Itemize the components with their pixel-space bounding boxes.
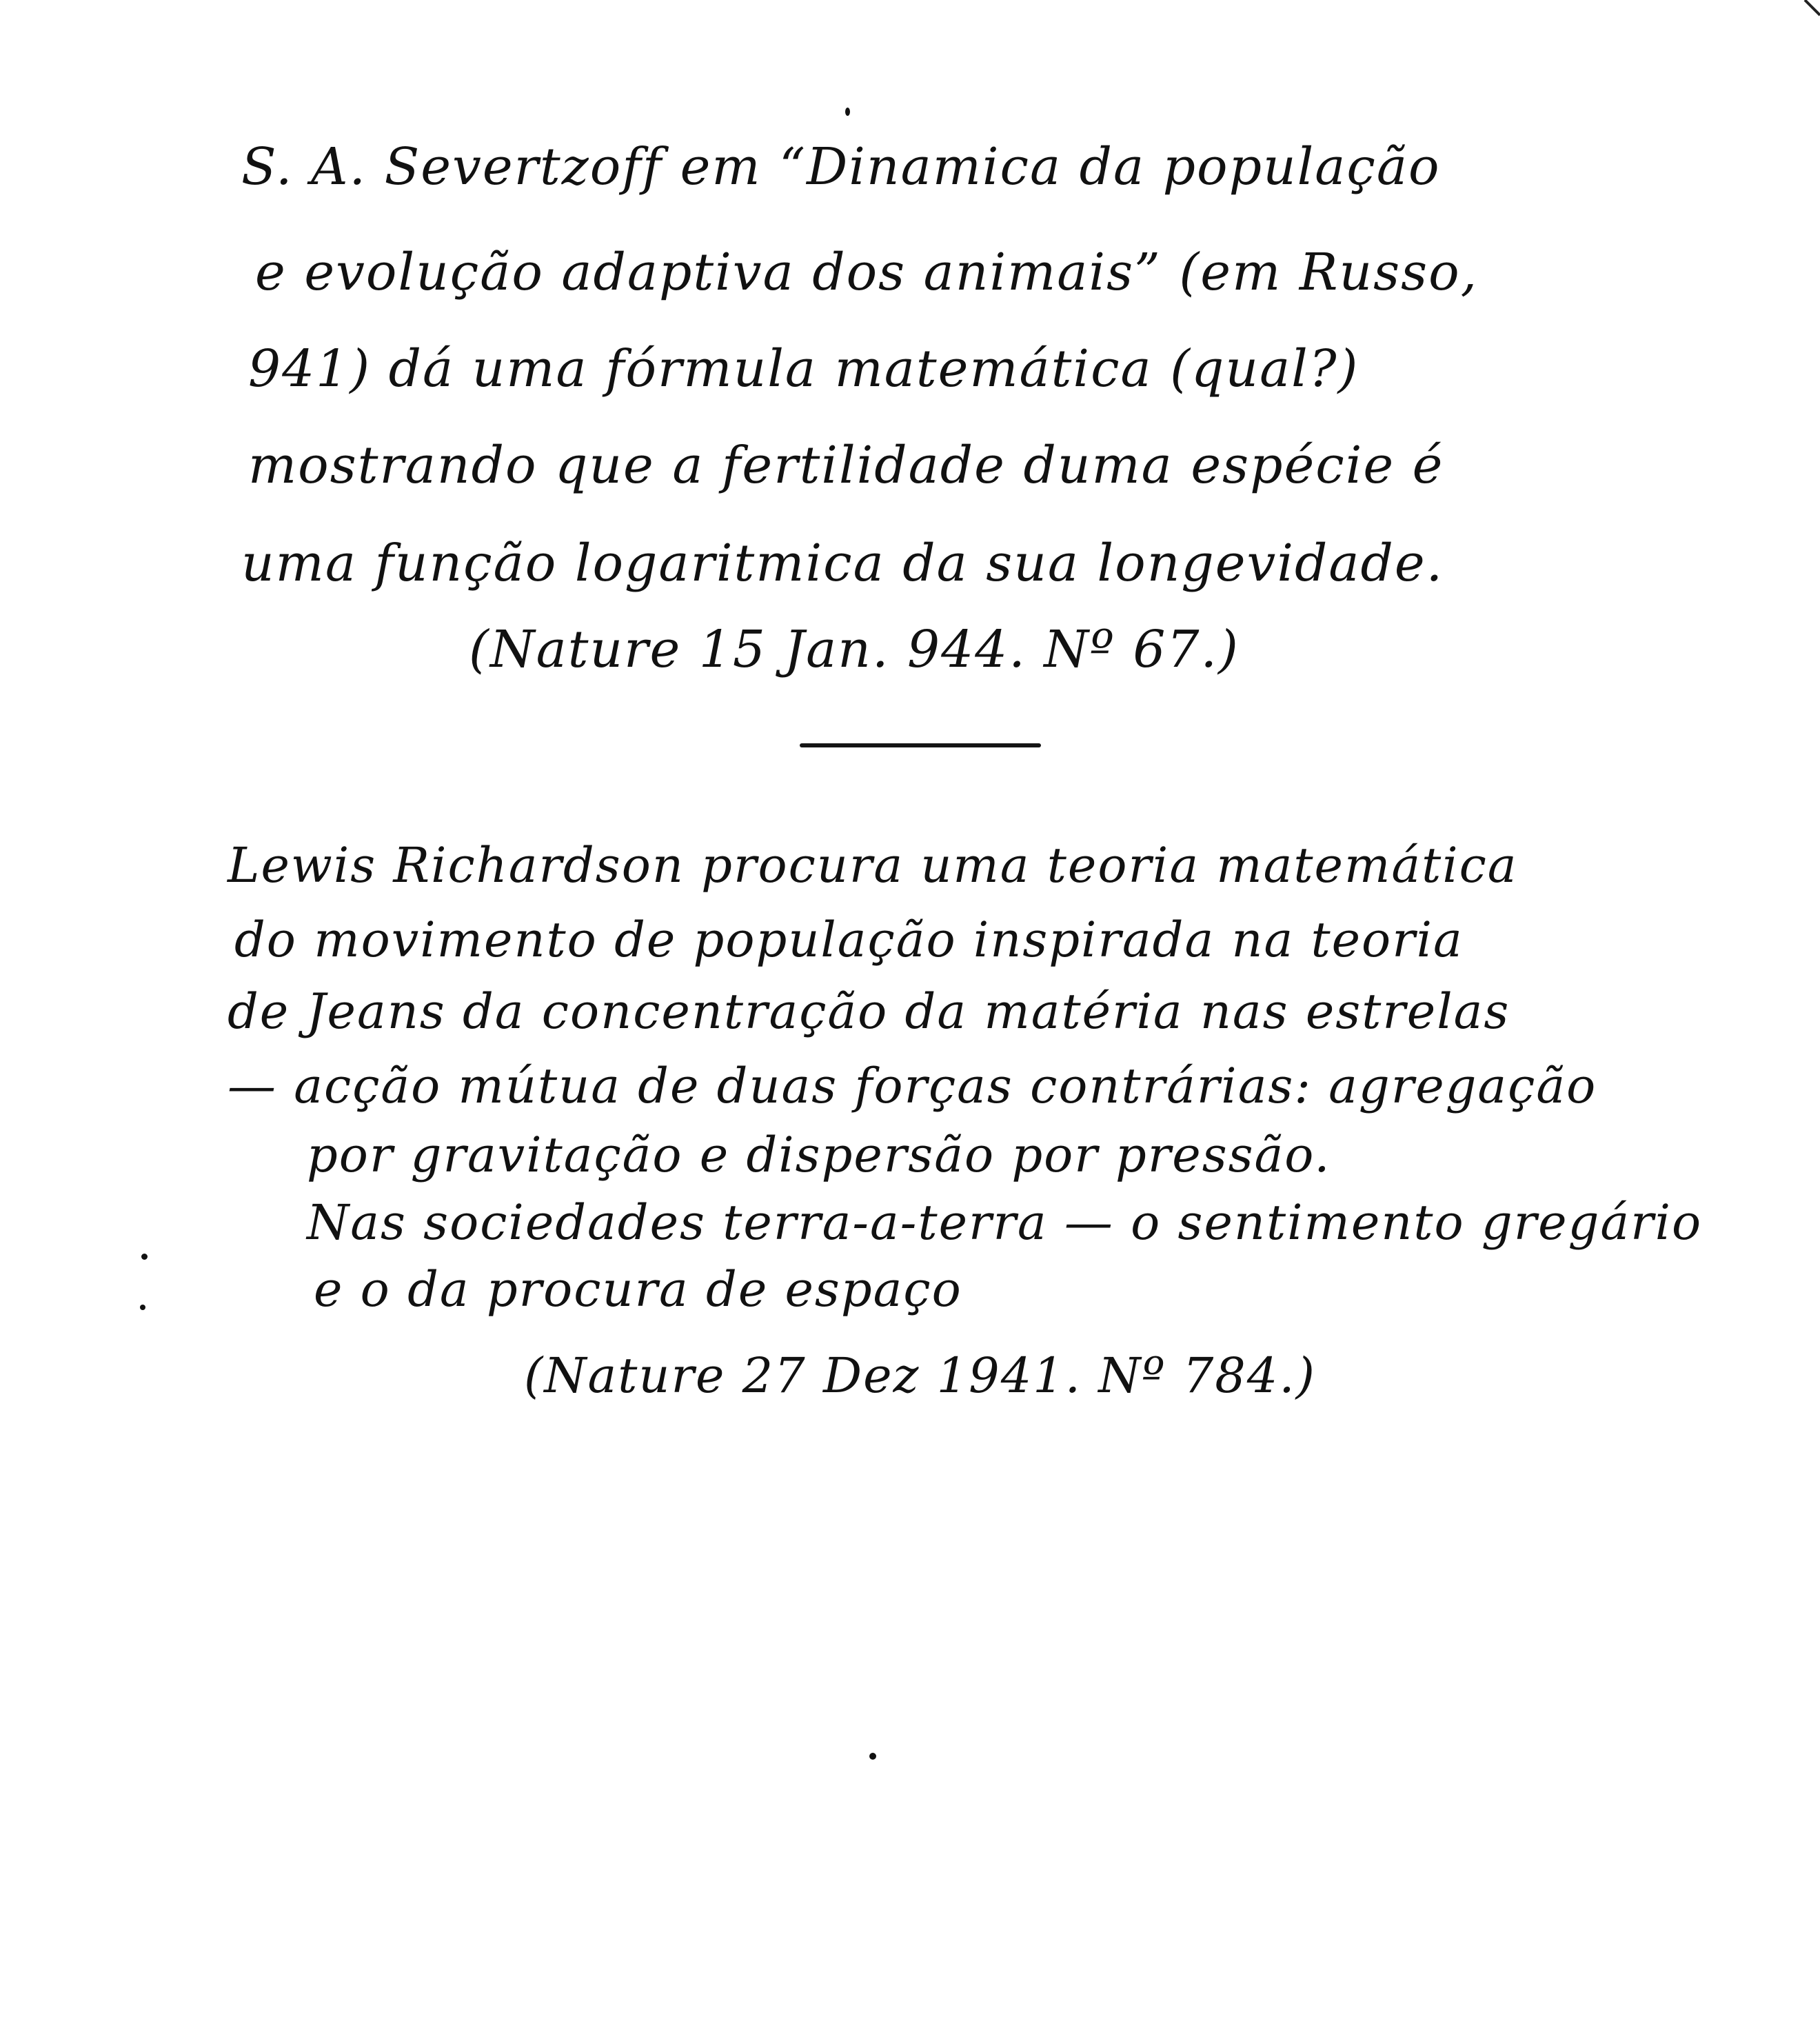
ink-speck bbox=[845, 108, 850, 116]
note-line: mostrando que a fertilidade duma espécie é bbox=[248, 436, 1444, 495]
note-line: e o da procura de espaço bbox=[314, 1261, 962, 1318]
note-line: por gravitação e dispersão por pressão. bbox=[307, 1127, 1331, 1183]
ink-speck bbox=[140, 1305, 145, 1310]
ink-speck bbox=[141, 1254, 148, 1260]
note-line: 941) dá uma fórmula matemática (qual?) bbox=[248, 339, 1359, 399]
note-line: Lewis Richardson procura uma teoria matemática bbox=[228, 837, 1518, 894]
note-line: — acção mútua de duas forças contrárias: agregação bbox=[228, 1058, 1597, 1114]
note-line: e evolução adaptiva dos animais” (em Russo, bbox=[255, 243, 1479, 302]
note-line: S. A. Severtzoff em “Dinamica da população bbox=[241, 137, 1441, 197]
note-line: de Jeans da concentração da matéria nas estrelas bbox=[228, 983, 1510, 1040]
note-line: do movimento de população inspirada na teoria bbox=[234, 912, 1464, 968]
note-line: Nas sociedades terra-a-terra — o sentimento gregário bbox=[307, 1194, 1703, 1251]
ink-speck bbox=[869, 1753, 876, 1760]
note-line: uma função logaritmica da sua longevidade. bbox=[241, 534, 1444, 593]
section-divider bbox=[800, 743, 1041, 747]
note-citation: (Nature 27 Dez 1941. Nº 784.) bbox=[524, 1347, 1316, 1404]
page-corner-mark bbox=[1799, 0, 1820, 21]
note-citation: (Nature 15 Jan. 944. Nº 67.) bbox=[469, 620, 1240, 679]
